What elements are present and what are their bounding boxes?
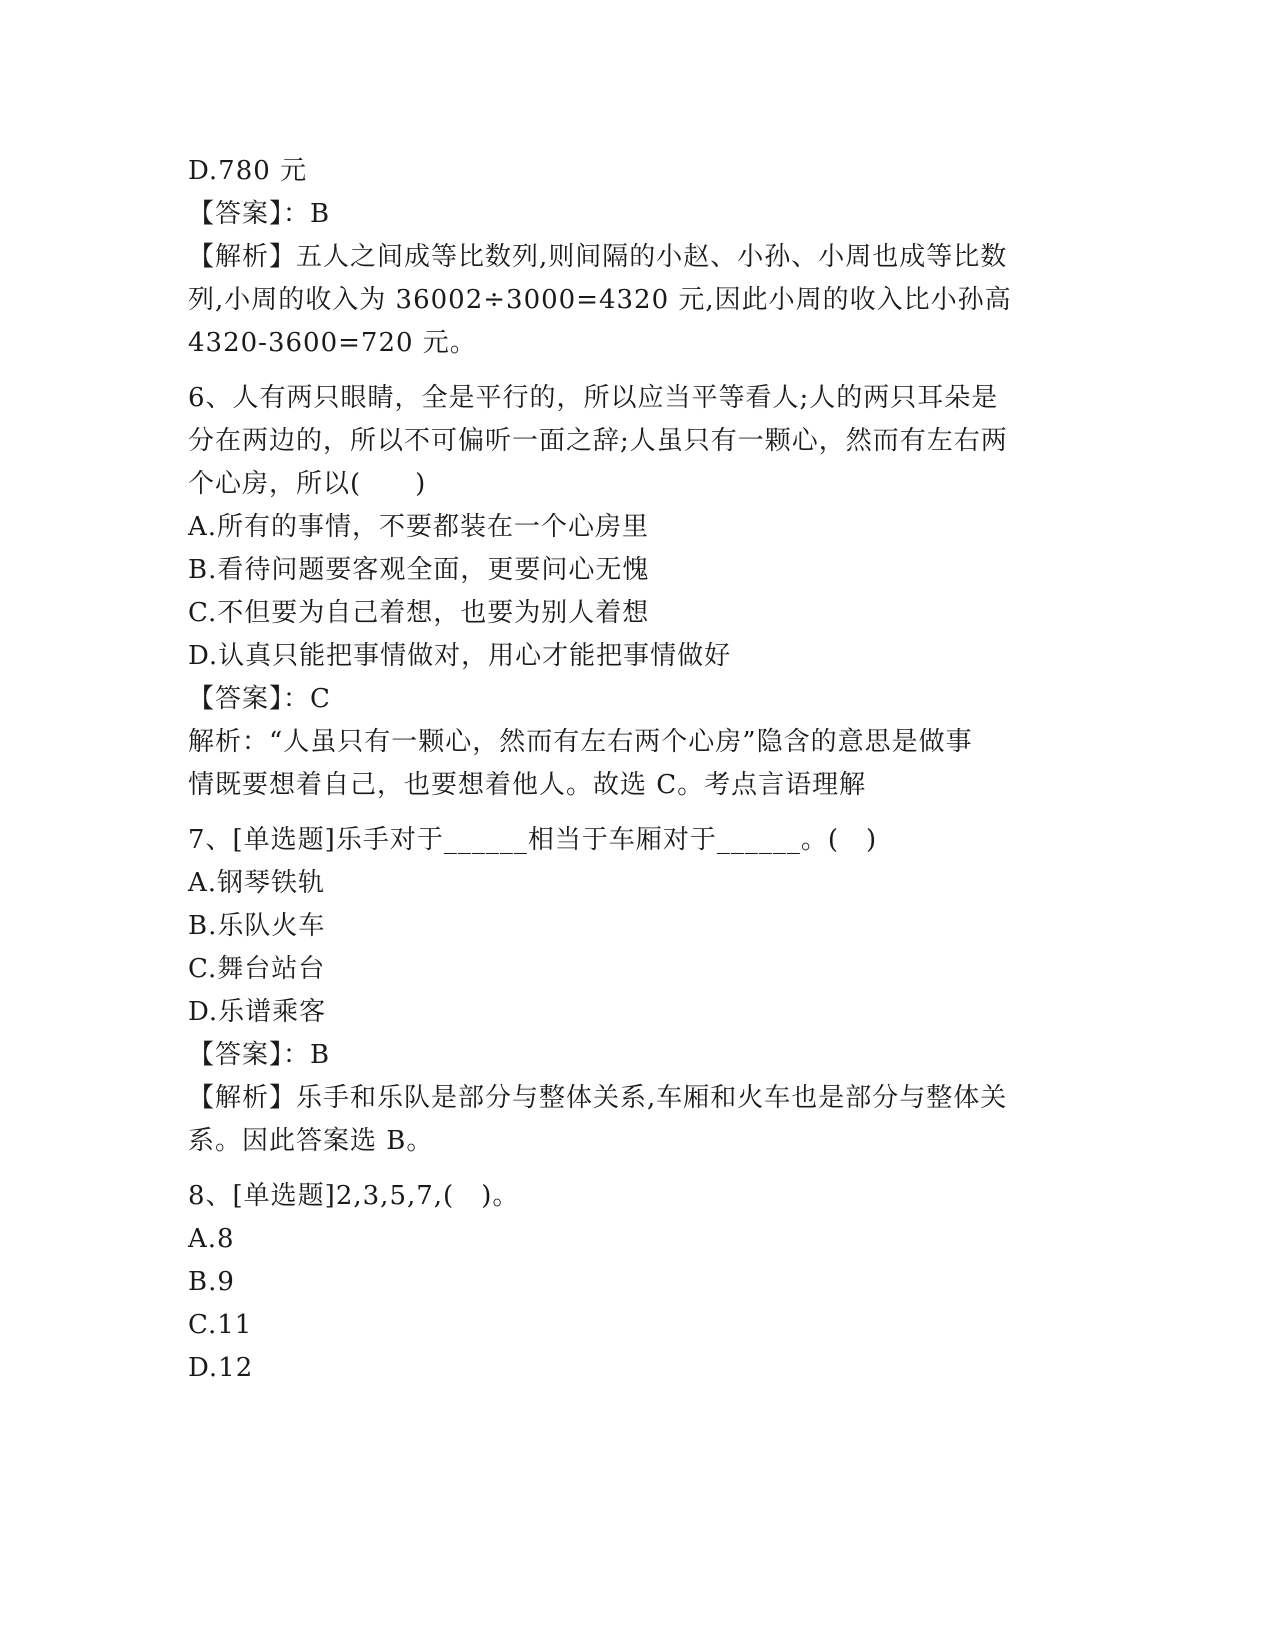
answer-line: 【答案】：B xyxy=(188,199,331,229)
analysis-line: 【解析】乐手和乐队是部分与整体关系,车厢和火车也是部分与整体关 xyxy=(188,1083,1008,1113)
option-a: A.8 xyxy=(188,1224,235,1254)
option-a: A.所有的事情，不要都装在一个心房里 xyxy=(188,512,650,542)
answer-line: 【答案】：C xyxy=(188,684,331,714)
question-7 xyxy=(188,819,1088,1163)
question-stem-line: 分在两边的，所以不可偏听一面之辞;人虽只有一颗心，然而有左右两 xyxy=(188,426,1008,456)
question-stem-line: 个心房，所以( ) xyxy=(188,469,427,499)
option-a: A.钢琴铁轨 xyxy=(188,868,326,898)
option-c: C.不但要为自己着想，也要为别人着想 xyxy=(188,598,650,628)
option-d: D.780 元 xyxy=(188,156,308,186)
question-8 xyxy=(188,1175,1088,1390)
analysis-line: 4320-3600=720 元。 xyxy=(188,328,477,358)
question-stem: 8、[单选题]2,3,5,7,( )。 xyxy=(188,1181,520,1211)
option-c: C.舞台站台 xyxy=(188,954,326,984)
analysis-line: 解析：“人虽只有一颗心，然而有左右两个心房”隐含的意思是做事 xyxy=(188,727,973,757)
option-d: D.乐谱乘客 xyxy=(188,997,327,1027)
question-stem: 7、[单选题]乐手对于______相当于车厢对于______。( ) xyxy=(188,825,878,855)
question-5-tail xyxy=(188,150,1088,365)
option-b: B.乐队火车 xyxy=(188,911,326,941)
question-stem-line: 6、人有两只眼睛，全是平行的，所以应当平等看人;人的两只耳朵是 xyxy=(188,383,999,413)
question-6 xyxy=(188,377,1088,807)
analysis-line: 【解析】五人之间成等比数列,则间隔的小赵、小孙、小周也成等比数 xyxy=(188,242,1008,272)
option-d: D.12 xyxy=(188,1353,254,1383)
analysis-line: 情既要想着自己，也要想着他人。故选 C。考点言语理解 xyxy=(188,770,867,800)
option-b: B.看待问题要客观全面，更要问心无愧 xyxy=(188,555,650,585)
analysis-line: 列,小周的收入为 36002÷3000=4320 元,因此小周的收入比小孙高 xyxy=(188,285,1012,315)
answer-line: 【答案】：B xyxy=(188,1040,331,1070)
option-b: B.9 xyxy=(188,1267,235,1297)
option-d: D.认真只能把事情做对，用心才能把事情做好 xyxy=(188,641,732,671)
analysis-line: 系。因此答案选 B。 xyxy=(188,1126,434,1156)
option-c: C.11 xyxy=(188,1310,253,1340)
document-page xyxy=(188,150,1088,1390)
